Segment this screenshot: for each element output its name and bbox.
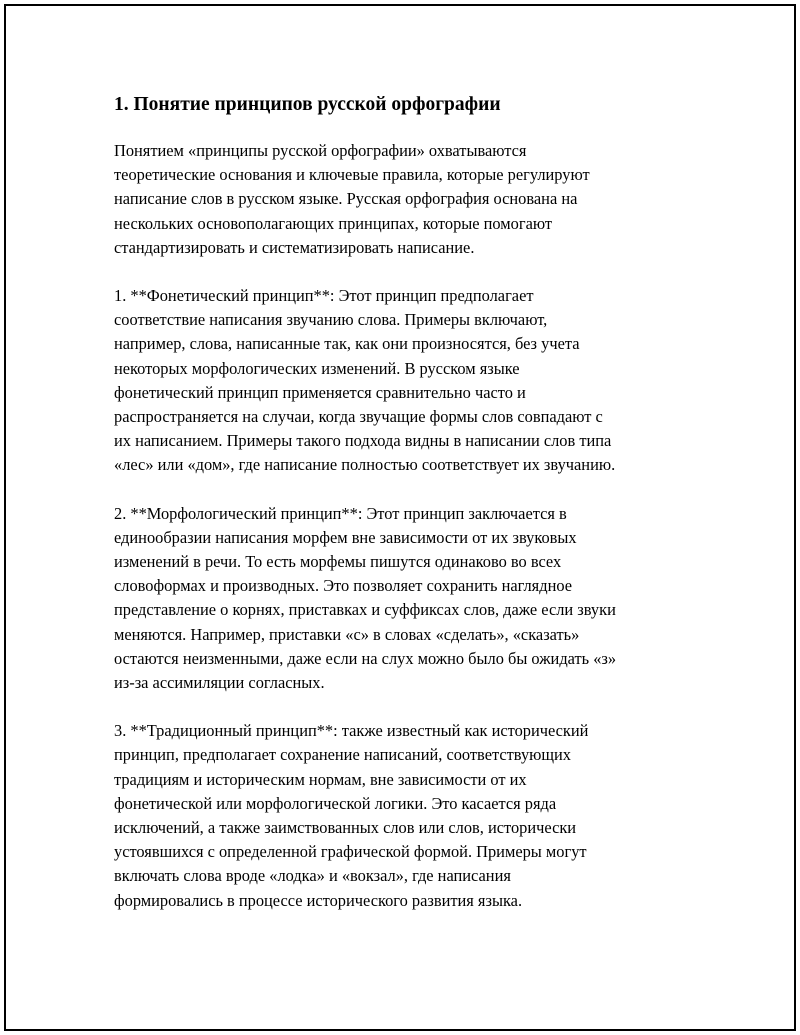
text-line: традициям и историческим нормам, вне зависимости от их [114, 769, 527, 789]
text-line: единообразии написания морфем вне зависимости от их звуковых [114, 527, 577, 547]
document-title: 1. Понятие принципов русской орфографии [114, 94, 501, 115]
morphological-principle-paragraph [114, 502, 704, 696]
text-line: 2. **Морфологический принцип**: Этот принцип заключается в [114, 503, 567, 523]
text-line: например, слова, написанные так, как они произносятся, без учета [114, 334, 580, 354]
text-line: меняются. Например, приставки «с» в словах «сделать», «сказать» [114, 624, 580, 644]
text-line: их написанием. Примеры такого подхода видны в написании слов типа [114, 431, 612, 451]
document-body [114, 91, 704, 937]
text-line: написание слов в русском языке. Русская орфография основана на [114, 189, 578, 209]
text-line: включать слова вроде «лодка» и «вокзал», где написания [114, 866, 511, 886]
text-line: принцип, предполагает сохранение написаний, соответствующих [114, 745, 571, 765]
text-line: 3. **Традиционный принцип**: также известный как исторический [114, 721, 589, 741]
text-line: Понятием «принципы русской орфографии» охватываются [114, 141, 527, 160]
text-line: словоформах и производных. Это позволяет сохранить наглядное [114, 576, 573, 596]
text-line: нескольких основополагающих принципах, которые помогают [114, 213, 553, 233]
text-line: соответствие написания звучанию слова. Примеры включают, [114, 310, 548, 330]
text-line: из-за ассимиляции согласных. [114, 673, 325, 693]
traditional-principle-paragraph [114, 719, 704, 913]
text-line: некоторых морфологических изменений. В русском языке [114, 358, 520, 378]
phonetic-principle-paragraph [114, 284, 704, 478]
text-line: 1. **Фонетический принцип**: Этот принцип предполагает [114, 286, 534, 306]
text-line: формировались в процессе исторического развития языка. [114, 890, 523, 910]
text-line: стандартизировать и систематизировать написание. [114, 237, 475, 257]
text-line: «лес» или «дом», где написание полностью соответствует их звучанию. [114, 455, 616, 475]
text-line: изменений в речи. То есть морфемы пишутся одинаково во всех [114, 552, 562, 572]
text-line: теоретические основания и ключевые правила, которые регулируют [114, 165, 590, 185]
text-line: представление о корнях, приставках и суффиксах слов, даже если звуки [114, 600, 616, 620]
intro-paragraph [114, 139, 704, 260]
text-line: устоявшихся с определенной графической формой. Примеры могут [114, 842, 587, 862]
text-line: фонетической или морфологической логики. Это касается ряда [114, 793, 557, 813]
text-line: исключений, а также заимствованных слов или слов, исторически [114, 818, 577, 838]
text-line: распространяется на случаи, когда звучащие формы слов совпадают с [114, 407, 603, 427]
text-line: остаются неизменными, даже если на слух можно было бы ожидать «з» [114, 648, 617, 668]
text-line: фонетический принцип применяется сравнительно часто и [114, 382, 526, 402]
